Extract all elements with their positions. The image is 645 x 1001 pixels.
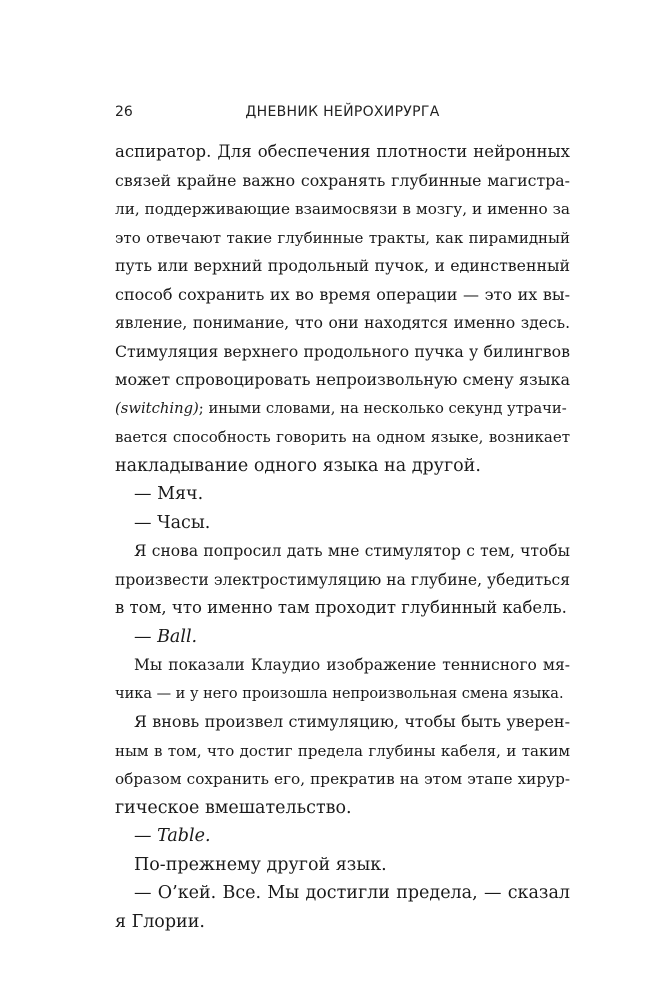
dialogue-line: — Часы. [134, 512, 211, 533]
italic-term: (switching) [115, 399, 199, 417]
text-fragment: ; иными словами, на несколько секунд утрачи- [198, 399, 567, 417]
page-header [115, 104, 570, 124]
text-line: произвести электростимуляцию на глубине, убедиться [115, 570, 570, 589]
paragraph [115, 651, 570, 708]
text-line [115, 395, 570, 424]
body-text [115, 138, 570, 936]
text-line: способ сохранить их во время операции — это их вы- [115, 284, 570, 304]
text-line: в том, что именно там проходит глубинный кабель. [115, 598, 567, 617]
text-line: образом сохранить его, прекратив на этом этапе хирур- [115, 770, 570, 788]
text-line: Я вновь произвел стимуляцию, чтобы быть уверен- [134, 712, 570, 731]
text-line: путь или верхний продольный пучок, и единственный [115, 256, 570, 275]
text-line: это отвечают такие глубинные тракты, как пирамидный [115, 228, 570, 247]
text-line: аспиратор. Для обеспечения плотности нейронных [115, 142, 570, 161]
text-line: может спровоцировать непроизвольную смену языка [115, 370, 570, 389]
paragraph [115, 879, 570, 936]
text-line: связей крайне важно сохранять глубинные магистра- [115, 170, 570, 190]
text-line: чика — и у него произошла непроизвольная смена языка. [115, 685, 564, 702]
dialogue-line: — Ball. [134, 626, 198, 647]
text-line: — О’кей. Все. Мы достигли предела, — сказал [134, 883, 570, 903]
running-title: ДНЕВНИК НЕЙРОХИРУРГА [245, 104, 440, 120]
paragraph [115, 138, 570, 480]
text-line: ли, поддерживающие взаимосвязи в мозгу, и именно за [115, 200, 570, 218]
paragraph [115, 708, 570, 822]
text-line: накладывание одного языка на другой. [115, 455, 481, 476]
text-line: Стимуляция верхнего продольного пучка у билингвов [115, 341, 570, 361]
text-line: гическое вмешательство. [115, 797, 352, 818]
text-line: я Глории. [115, 911, 205, 932]
text-line: вается способность говорить на одном языке, возникает [115, 428, 570, 446]
dialogue-line: — Table. [134, 826, 211, 846]
text-line: Мы показали Клаудио изображение теннисного мя- [134, 656, 570, 674]
paragraph [115, 537, 570, 623]
text-line: явление, понимание, что они находятся именно здесь. [115, 314, 570, 332]
page-number: 26 [115, 104, 133, 120]
text-line: ным в том, что достиг предела глубины кабеля, и таким [115, 741, 570, 760]
text-line: По-прежнему другой язык. [134, 854, 387, 875]
text-line: Я снова попросил дать мне стимулятор с тем, чтобы [134, 542, 570, 560]
dialogue-line: — Мяч. [134, 484, 204, 504]
